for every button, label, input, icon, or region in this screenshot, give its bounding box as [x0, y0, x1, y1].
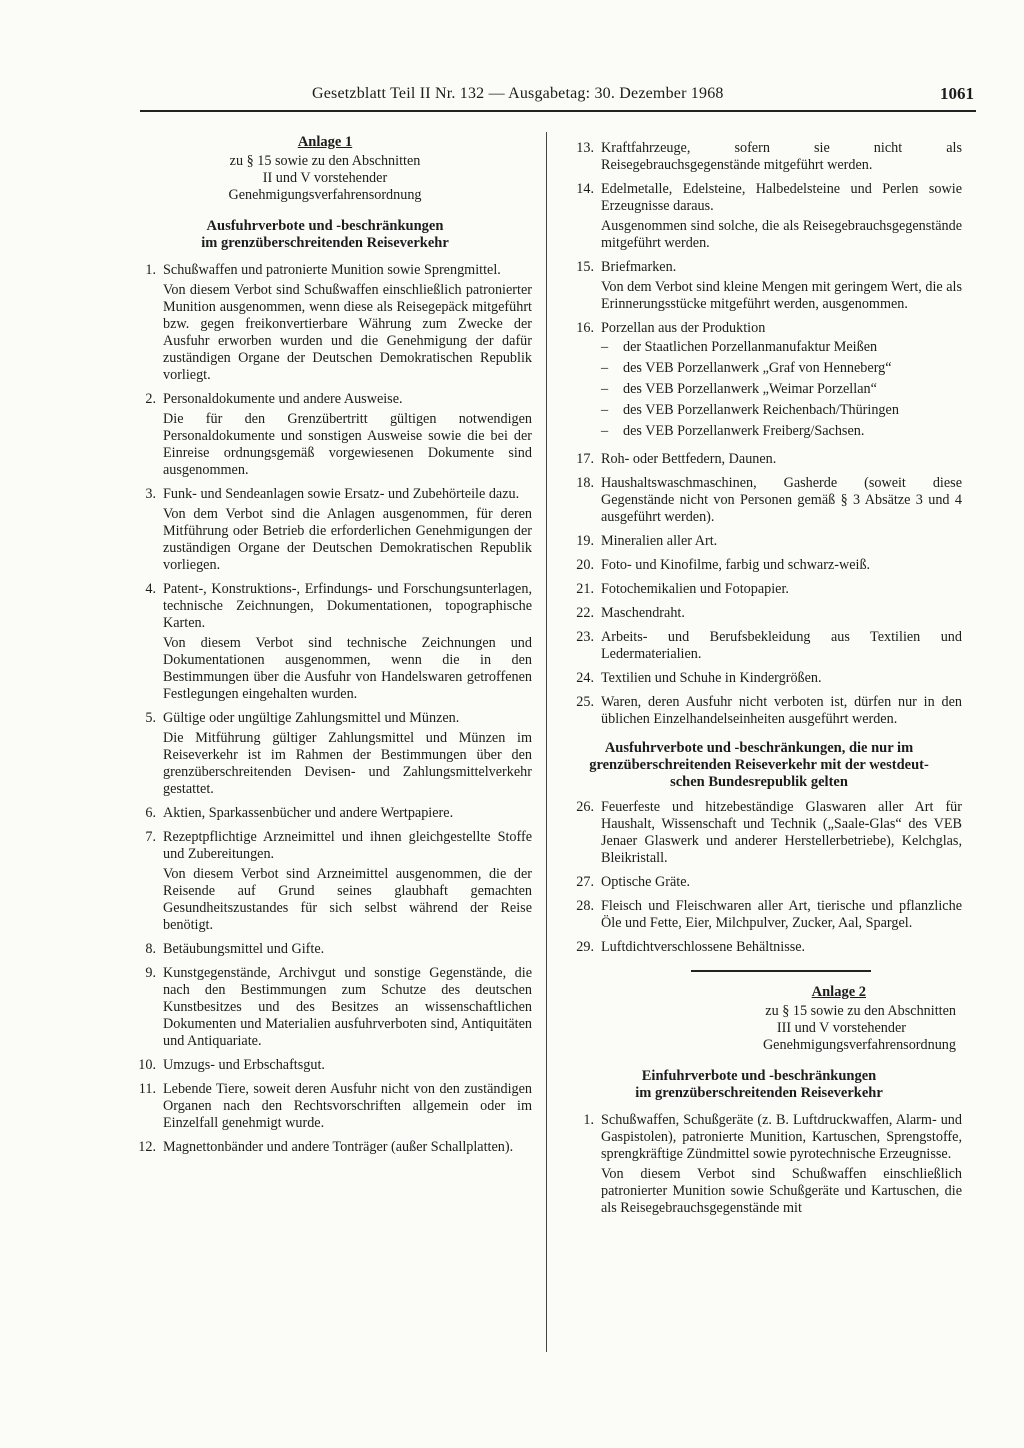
item-text: Mineralien aller Art. — [601, 533, 718, 549]
page-header — [140, 84, 976, 112]
item-body — [601, 581, 962, 598]
list-item — [556, 1112, 962, 1217]
anlage2-sub1: zu § 15 sowie zu den Abschnitten — [765, 1003, 956, 1019]
dash: – — [601, 423, 609, 439]
item-text: Maschendraht. — [601, 605, 685, 621]
item-text: Rezeptpflichtige Arzneimittel und ihnen gleichgestellte Stoffe und Zubereitungen. — [163, 829, 532, 862]
item-text: Funk- und Sendeanlagen sowie Ersatz- und Zubehörteile dazu. — [163, 486, 520, 502]
item-number: 13. — [576, 140, 594, 156]
list-item — [118, 391, 532, 479]
list-item — [118, 262, 532, 384]
item-body — [601, 694, 962, 728]
dash: – — [601, 360, 609, 376]
item-body — [163, 262, 532, 384]
item-text: Schußwaffen und patronierte Munition sowie Sprengmittel. — [163, 262, 501, 278]
anlage2-sub2: III und V vorstehender — [776, 1020, 906, 1036]
item-number: 1. — [145, 262, 156, 278]
item-body — [163, 965, 532, 1050]
item-text: Optische Gräte. — [601, 874, 691, 890]
item-number: 17. — [576, 451, 594, 467]
section-rule — [691, 970, 871, 972]
item-body — [163, 486, 532, 574]
item-text: Aktien, Sparkassenbücher und andere Wertpapiere. — [163, 805, 454, 821]
item-body — [163, 829, 532, 934]
item-body — [601, 533, 962, 550]
item-body — [163, 581, 532, 703]
list-item — [556, 557, 962, 574]
list-item — [118, 941, 532, 958]
item-body — [601, 670, 962, 687]
item-body — [601, 181, 962, 252]
column-divider — [546, 132, 547, 1352]
list-item — [556, 874, 962, 891]
item-body — [601, 898, 962, 932]
section-title-line: Ausfuhrverbote und -beschränkungen — [206, 218, 444, 234]
section-title-line: im grenzüberschreitenden Reiseverkehr — [201, 235, 449, 251]
list-item — [601, 360, 962, 377]
item-body — [601, 799, 962, 867]
list-item — [556, 694, 962, 728]
item-note: Von dem Verbot sind kleine Mengen mit geringem Wert, die als Erinnerungsstücke mitgeführt werden, ausgenommen. — [601, 279, 962, 312]
item-text: Fotochemikalien und Fotopapier. — [601, 581, 789, 597]
list-item — [556, 320, 962, 444]
section-title-line: Einfuhrverbote und -beschränkungen — [641, 1068, 877, 1084]
item-text: Kunstgegenstände, Archivgut und sonstige Gegenstände, die nach den Bestimmungen zum Schutze des deutschen Kunstbesitzes und des Besitzes an wissenschaftlichen Dokumenten und Materialien ausfuhrverboten sind, Antiquitäten und Antiquariate. — [163, 965, 532, 1049]
item-number: 25. — [576, 694, 594, 710]
item-number: 10. — [138, 1057, 156, 1073]
item-note: Von diesem Verbot sind Arzneimittel ausgenommen, die der Reisende auf Grund seines glaubhaft gemachten Gesundheitszustandes für sich selbst während der Reise benötigt. — [163, 866, 532, 933]
item-text: Lebende Tiere, soweit deren Ausfuhr nicht von den zuständigen Organen nach den Rechtsvorschriften allgemein oder im Einzelfall genehmigt wurde. — [163, 1081, 532, 1131]
list-item — [556, 475, 962, 526]
list-item — [556, 533, 962, 550]
item-number: 6. — [145, 805, 156, 821]
list-item — [118, 1139, 532, 1156]
item-text: Fleisch und Fleischwaren aller Art, tierische und pflanzliche Öle und Fette, Eier, Milchpulver, Zucker, Aal, Spargel. — [601, 898, 962, 931]
item-number: 26. — [576, 799, 594, 815]
anlage1-item-list — [118, 262, 532, 1156]
right-item-list-c — [556, 799, 962, 956]
item-body — [601, 320, 962, 444]
item-body — [601, 140, 962, 174]
right-column — [556, 140, 962, 1224]
item-body — [163, 710, 532, 798]
item-note: Von diesem Verbot sind Schußwaffen einschließlich patronierter Munition sowie Schußgeräte und Kartuschen, die als Reisegebrauchsgegenstände mit — [601, 1166, 962, 1216]
anlage2-heading — [556, 984, 962, 1054]
item-number: 21. — [576, 581, 594, 597]
item-body — [601, 259, 962, 313]
item-number: 18. — [576, 475, 594, 491]
item-body — [601, 874, 962, 891]
item-text: Arbeits- und Berufsbekleidung aus Textilien und Ledermaterialien. — [601, 629, 962, 662]
list-item — [118, 710, 532, 798]
item-text: Personaldokumente und andere Ausweise. — [163, 391, 403, 407]
item-number: 28. — [576, 898, 594, 914]
left-column — [118, 134, 532, 1163]
item-note: Die für den Grenzübertritt gültigen notwendigen Personaldokumente und sonstigen Ausweise sowie die bei der Einreise ordnungsgemäß vorgewiesenen Dokumente sind ausgenommen. — [163, 411, 532, 478]
item-text: Luftdichtverschlossene Behältnisse. — [601, 939, 806, 955]
item-number: 4. — [145, 581, 156, 597]
list-item — [118, 805, 532, 822]
item-text: Gültige oder ungültige Zahlungsmittel und Münzen. — [163, 710, 460, 726]
item-text: Umzugs- und Erbschaftsgut. — [163, 1057, 325, 1073]
list-item-text: des VEB Porzellanwerk Freiberg/Sachsen. — [623, 423, 865, 439]
item-body — [601, 475, 962, 526]
item-number: 16. — [576, 320, 594, 336]
anlage1-sub3: Genehmigungsverfahrensordnung — [228, 187, 422, 203]
list-item — [556, 629, 962, 663]
item-text: Roh- oder Bettfedern, Daunen. — [601, 451, 777, 467]
section-title-line: Ausfuhrverbote und -beschränkungen, die nur im — [604, 740, 914, 756]
list-item — [556, 898, 962, 932]
item-number: 15. — [576, 259, 594, 275]
list-item — [556, 140, 962, 174]
item-note: Von dem Verbot sind die Anlagen ausgenommen, für deren Mitführung oder Betrieb die erforderlichen Genehmigungen der zuständigen Organe der Deutschen Demokratischen Republik vorliegen. — [163, 506, 532, 573]
dash: – — [601, 339, 609, 355]
list-item — [556, 605, 962, 622]
section-title-westdeutsch — [556, 740, 962, 791]
anlage2-title: Anlage 2 — [811, 984, 866, 1000]
section-title-line: schen Bundesrepublik gelten — [670, 774, 848, 790]
item-body — [601, 939, 962, 956]
anlage1-title: Anlage 1 — [297, 134, 353, 150]
item-number: 27. — [576, 874, 594, 890]
section-title-line: im grenzüberschreitenden Reiseverkehr — [635, 1085, 883, 1101]
item-text: Kraftfahrzeuge, sofern sie nicht als Reisegebrauchsgegenstände mitgeführt werden. — [601, 140, 962, 173]
item-number: 12. — [138, 1139, 156, 1155]
list-item — [556, 581, 962, 598]
item-text: Foto- und Kinofilme, farbig und schwarz-weiß. — [601, 557, 871, 573]
item-number: 3. — [145, 486, 156, 502]
item-body — [163, 1081, 532, 1132]
item-number: 9. — [145, 965, 156, 981]
item-number: 23. — [576, 629, 594, 645]
item-text: Schußwaffen, Schußgeräte (z. B. Luftdruckwaffen, Alarm- und Gaspistolen), patronierte Munition, Kartuschen, Sprengstoffe, sprengkräftige Zündmittel sowie pyrotechnische Erzeugnisse. — [601, 1112, 962, 1162]
item-text: Textilien und Schuhe in Kindergrößen. — [601, 670, 822, 686]
list-item — [556, 670, 962, 687]
list-item-text: des VEB Porzellanwerk „Graf von Henneberg“ — [623, 360, 892, 376]
anlage2-sub3: Genehmigungsverfahrensordnung — [762, 1037, 956, 1053]
item-number: 7. — [145, 829, 156, 845]
list-item — [118, 1081, 532, 1132]
right-item-list-a — [556, 140, 962, 313]
header-title: Gesetzblatt Teil II Nr. 132 — Ausgabetag: 30. Dezember 1968 — [312, 85, 724, 102]
list-item — [601, 339, 962, 356]
item-text: Edelmetalle, Edelsteine, Halbedelsteine und Perlen sowie Erzeugnisse daraus. — [601, 181, 962, 214]
list-item — [118, 581, 532, 703]
list-item — [556, 259, 962, 313]
item-number: 24. — [576, 670, 594, 686]
list-item — [556, 939, 962, 956]
section-title-ausfuhr — [118, 218, 532, 252]
list-item — [601, 423, 962, 440]
item-number: 14. — [576, 181, 594, 197]
anlage1-heading — [118, 134, 532, 204]
item-number: 11. — [138, 1081, 156, 1097]
list-item — [556, 181, 962, 252]
item-body — [163, 1139, 532, 1156]
item-body — [163, 1057, 532, 1074]
dash: – — [601, 381, 609, 397]
item-body — [163, 805, 532, 822]
list-item — [601, 381, 962, 398]
section-title-einfuhr — [556, 1068, 962, 1102]
dash: – — [601, 402, 609, 418]
list-item — [118, 1057, 532, 1074]
anlage1-sub2: II und V vorstehender — [262, 170, 388, 186]
list-item — [601, 402, 962, 419]
page-number: 1061 — [940, 84, 974, 103]
right-item-list-b — [556, 451, 962, 728]
item-number: 22. — [576, 605, 594, 621]
list-item — [556, 799, 962, 867]
list-item — [118, 829, 532, 934]
item-body — [601, 557, 962, 574]
item-text: Haushaltswaschmaschinen, Gasherde (soweit diese Gegenstände nicht von Personen gemäß § 3 Absätze 3 und 4 ausgeführt werden). — [601, 475, 962, 525]
item-number: 20. — [576, 557, 594, 573]
item-number: 8. — [145, 941, 156, 957]
item-body — [601, 605, 962, 622]
item-body — [601, 451, 962, 468]
item-body — [601, 629, 962, 663]
item-number: 2. — [145, 391, 156, 407]
item-text: Briefmarken. — [601, 259, 677, 275]
item-text: Waren, deren Ausfuhr nicht verboten ist, dürfen nur in den üblichen Einzelhandelseinheiten ausgeführt werden. — [601, 694, 962, 727]
item-number: 5. — [145, 710, 156, 726]
item-text: Betäubungsmittel und Gifte. — [163, 941, 325, 957]
item-text: Patent-, Konstruktions-, Erfindungs- und Forschungsunterlagen, technische Zeichnungen, Dokumentationen, topographische Karten. — [163, 581, 532, 631]
list-item-text: der Staatlichen Porzellanmanufaktur Meißen — [623, 339, 878, 355]
item-text: Magnettonbänder und andere Tonträger (außer Schallplatten). — [163, 1139, 514, 1155]
item-number: 1. — [583, 1112, 594, 1128]
list-item — [118, 965, 532, 1050]
item-number: 29. — [576, 939, 594, 955]
porzellan-list — [601, 339, 962, 440]
item-body — [163, 941, 532, 958]
list-item — [556, 451, 962, 468]
item-note: Die Mitführung gültiger Zahlungsmittel und Münzen im Reiseverkehr ist im Rahmen der Bestimmungen über den grenzüberschreitenden Devisen- und Zahlungsmittelverkehr gestattet. — [163, 730, 532, 797]
item-number: 19. — [576, 533, 594, 549]
list-item-text: des VEB Porzellanwerk „Weimar Porzellan“ — [623, 381, 877, 397]
anlage1-sub1: zu § 15 sowie zu den Abschnitten — [229, 153, 421, 169]
item-text: Feuerfeste und hitzebeständige Glaswaren aller Art für Haushalt, Wissenschaft und Technik („Saale-Glas“ des VEB Jenaer Glaswerk und anderer Herstellerbetriebe), Kelchglas, Bleikristall. — [601, 799, 962, 866]
item-note: Von diesem Verbot sind Schußwaffen einschließlich patronierter Munition ausgenommen, wenn diese als Reisegepäck mitgeführt bzw. gegen freikonvertierbare Währung zum Zwecke der Ausfuhr erworben wurden und die Genehmigung der dafür zuständigen Organe der Deutschen Demokratischen Republik vorliegt. — [163, 282, 532, 383]
item-body — [163, 391, 532, 479]
item-text: Porzellan aus der Produktion — [601, 320, 766, 336]
list-item-text: des VEB Porzellanwerk Reichenbach/Thüringen — [623, 402, 899, 418]
section-title-line: grenzüberschreitenden Reiseverkehr mit der westdeut- — [589, 757, 929, 773]
item-note: Von diesem Verbot sind technische Zeichnungen und Dokumentationen ausgenommen, wenn die in den Bestimmungen über die Ausfuhr von Handelswaren getroffenen Festlegungen eingehalten wurden. — [163, 635, 532, 702]
item-note: Ausgenommen sind solche, die als Reisegebrauchsgegenstände mitgeführt werden. — [601, 218, 962, 251]
item-body — [601, 1112, 962, 1217]
list-item — [118, 486, 532, 574]
